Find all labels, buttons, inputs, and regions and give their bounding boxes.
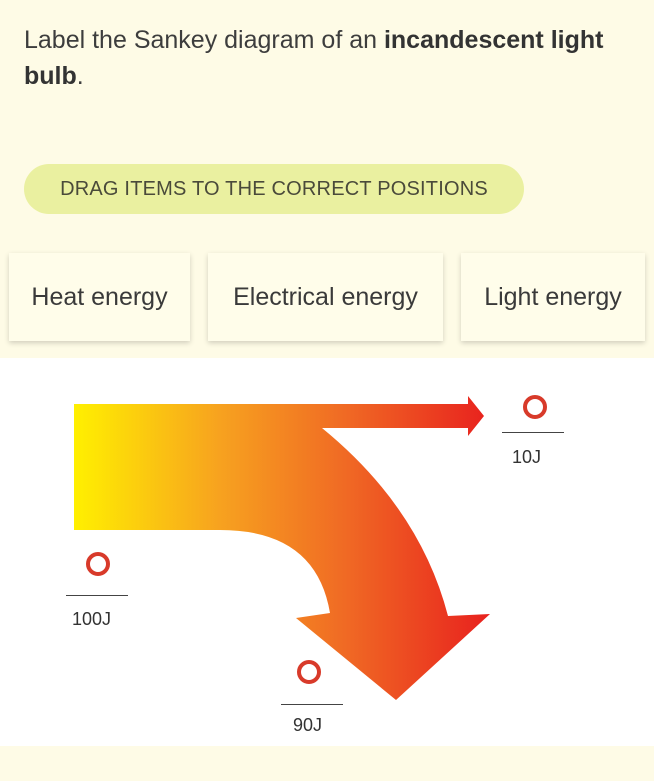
question-prefix: Label the Sankey diagram of an [24,26,384,54]
question-text [24,22,624,94]
sankey-flow-arrows [74,396,490,700]
question-bold-light-bulb: light bulb [24,26,604,90]
value-label-input: 100J [72,609,112,629]
drop-line-heat [281,704,343,705]
drop-line-input [66,595,128,596]
draggable-heat-energy[interactable]: Heat energy [9,253,190,341]
question-suffix: . [76,62,84,90]
drop-line-light [502,432,564,433]
draggable-light-energy[interactable]: Light energy [461,253,645,341]
question-bold-incandescent: incandescent [383,26,544,54]
drop-target-input[interactable] [86,552,110,576]
draggable-electrical-energy[interactable]: Electrical energy [208,253,443,341]
drop-target-light-output[interactable] [523,395,547,419]
drop-target-heat-output[interactable] [297,660,321,684]
sankey-diagram-area [0,358,654,746]
value-label-heat: 90J [293,715,323,735]
instruction-banner: DRAG ITEMS TO THE CORRECT POSITIONS [24,164,524,214]
value-label-light: 10J [512,447,542,467]
